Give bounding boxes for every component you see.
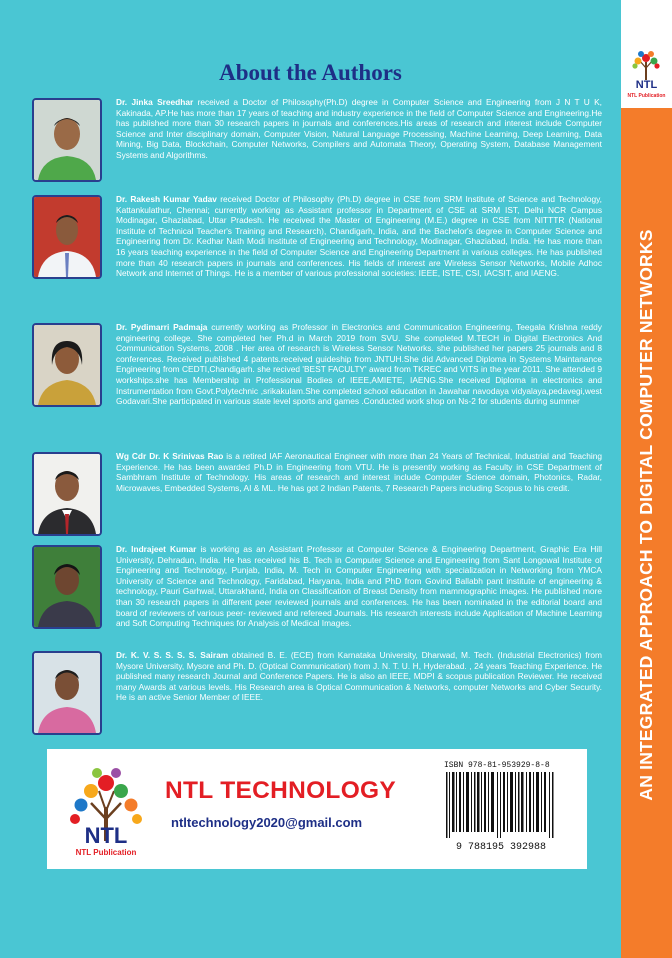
author-photo — [32, 651, 102, 735]
author-bio-text: currently working as Professor in Electronics and Communication Engineering, Teegala Krishna reddy engineering college. She completed her Ph.d in March 2019 from SVU. She completed M.TECH in Digital Electronics And Communication Systems, 2008 . Her area of research is Wireless Sensor Networks. she published her papers 25 journals and 8 conferences. Received published 4 patents.received guideship from JNTUH.She did Advanced Diploma in Systems Maintanance Engineering from CEDTI,Chandigarh. she recived 'BEST FACULTY' award from TKREC and VITS in the year 2011. She attended 9 workships.she has Membership in Professional Bodies of IEEE,AMIETE, IAENG.She received Diploma in electronics and Instrumentation from Govt.Polytechnic ,srikakulam.She completed school education in Jawahar navodaya vidyalaya,pedavegi,west Godavari.She participated in various state level sports and games .Conducted work shop on Ns-2 for students during summer — [116, 322, 602, 407]
author-name: Dr. K. V. S. S. S. S. Sairam — [116, 650, 229, 660]
author-name: Dr. Pydimarri Padmaja — [116, 322, 208, 332]
author-bio-text: received Doctor of Philosophy (Ph.D) degree in CSE from SRM Institute of Science and Technology, Kattankulathur, Chennai; currently working as Assistant professor in Department of CSE at SRM IST, Delhi NCR Campus Modinagar, Ghaziabad, Uttar Pradesh. He received the Master of Engineering (M.E.) degree in CSE from NITTTR (National Institute of Technical Teacher's Training and Research), Chandigarh, India, and the Bachelor's degree in Computer Science and Engineering from Dr. Kedhar Nath Modi Institute of Engineering and Technology, Modinagar, Ghaziabad, India. He has more than 16 years teaching experience in the field of Computer Science and Engineering Department in various colleges. He has published more than 40 research papers in journals and conferences. His fields of interest are Wireless Sensor Networks, Mobile Adhoc Network and Internet of Things. He is a member of various professional societies: IEEE, ISTE, CSI, IACSIT, and IAENG. — [116, 194, 602, 279]
author-bio-text: is working as an Assistant Professor at Computer Science & Engineering Department, Graphic Era Hill University, Dehradun, India. He has received his B. Tech in Computer Science and Engineering from Sant Longowal Institute of Engineering and Technology, Punjab, India, M. Tech in Computer Engineering with specialization in Networking from YMCA University of Science and Technology, Faridabad, Haryana, India and PhD from Govind Ballabh pant institute of engineering & technology, Pauri Garhwal, Uttarakhand, India on Classification of Breast Density from mammographic images. He published more than 30 research papers in different peer reviewed journals and conferences. He has been nominated in the editorial board and board of reviewers of various peer- reviewed and refereed Journals. His research interests include Application of Machine Learning and Soft Computing Techniques for Analysis of Medical Images. — [116, 544, 602, 629]
person-portrait-icon — [34, 100, 100, 180]
isbn-digits: 9 788195 392988 — [455, 842, 546, 853]
person-portrait-icon — [34, 325, 100, 405]
author-bio — [116, 194, 602, 279]
author-name: Dr. Rakesh Kumar Yadav — [116, 194, 217, 204]
author-photo — [32, 545, 102, 629]
author-photo — [32, 323, 102, 407]
author-name: Wg Cdr Dr. K Srinivas Rao — [116, 451, 224, 461]
author-bio-text: received a Doctor of Philosophy(Ph.D) degree in Computer Science and Engineering from J N T U K, Kakinada, AP.He has more than 17 years of teaching and industry experience in the field of Computer Science and Engineering.He has published more than 30 research papers in journals and conferences.His areas of research and interest include Computer Science and Inter disciplinary domain, Computer Vision, Natural Language Processing, Machine Learning, Deep Learning, Data Mining, Big Data, Blockchain, Computer Networks, Compilers and Automata Theory, Operating System, Database Management Systems and Algorithms. — [116, 97, 602, 160]
author-bio — [116, 650, 602, 703]
publisher-logo-initials: NTL — [84, 823, 128, 848]
author-bio — [116, 97, 602, 161]
spine-logo-caption: NTL Publication — [627, 93, 666, 99]
author-bio-text: is a retired IAF Aeronautical Engineer with more than 24 Years of Technical, Industrial and Teaching Experience. He has been awarded Ph.D in Engineering from VTU. He is presently working as Faculty in CSE Department of Sambhram Institute of Technology. His areas of research and interest include Computer Science domain, Photonics, Radar, Microwaves, Embedded Systems, AI & ML. He has got 2 Indian Patents, 7 Research Papers including Scopus to his credit. — [116, 451, 602, 493]
publisher-name: NTL TECHNOLOGY — [165, 777, 397, 804]
person-portrait-icon — [34, 454, 100, 534]
spine-title: AN INTEGRATED APPROACH TO DIGITAL COMPUTER NETWORKS — [636, 229, 656, 801]
publisher-logo-caption: NTL Publication — [75, 848, 137, 857]
author-name: Dr. Indrajeet Kumar — [116, 544, 197, 554]
author-bio — [116, 322, 602, 407]
person-portrait-icon — [34, 653, 100, 733]
isbn-label: ISBN 978-81-953929-8-8 — [444, 761, 550, 770]
author-photo — [32, 98, 102, 182]
author-name: Dr. Jinka Sreedhar — [116, 97, 194, 107]
publisher-panel — [47, 749, 587, 869]
person-portrait-icon — [34, 547, 100, 627]
author-bio-text: obtained B. E. (ECE) from Karnataka University, Dharwad, M. Tech. (Industrial Electronics) from Mysore University, Mysore and Ph. D. (Optical Communication) from J. N. T. U. H, Hyderabad. , 24 years Teaching Experience. He published many research Journal and Conference Papers. He is also an IEEE, MDPI & scopus publication Reviewer. He received many Awards at various levels. His Research area is Optical Communication & Networks, computer Networks and Cyber Security. He is an active Senior Member of IEEE. — [116, 650, 602, 703]
author-photo — [32, 195, 102, 279]
author-photo — [32, 452, 102, 536]
author-bio — [116, 451, 602, 493]
person-portrait-icon — [34, 197, 100, 277]
barcode-icon — [444, 772, 556, 838]
publisher-email[interactable]: ntltechnology2020@gmail.com — [171, 815, 363, 830]
spine-logo — [621, 0, 672, 108]
spine-logo-initials: NTL — [635, 79, 658, 91]
tree-logo-icon — [621, 0, 672, 108]
author-bio — [116, 544, 602, 629]
page-title: About the Authors — [219, 60, 402, 85]
